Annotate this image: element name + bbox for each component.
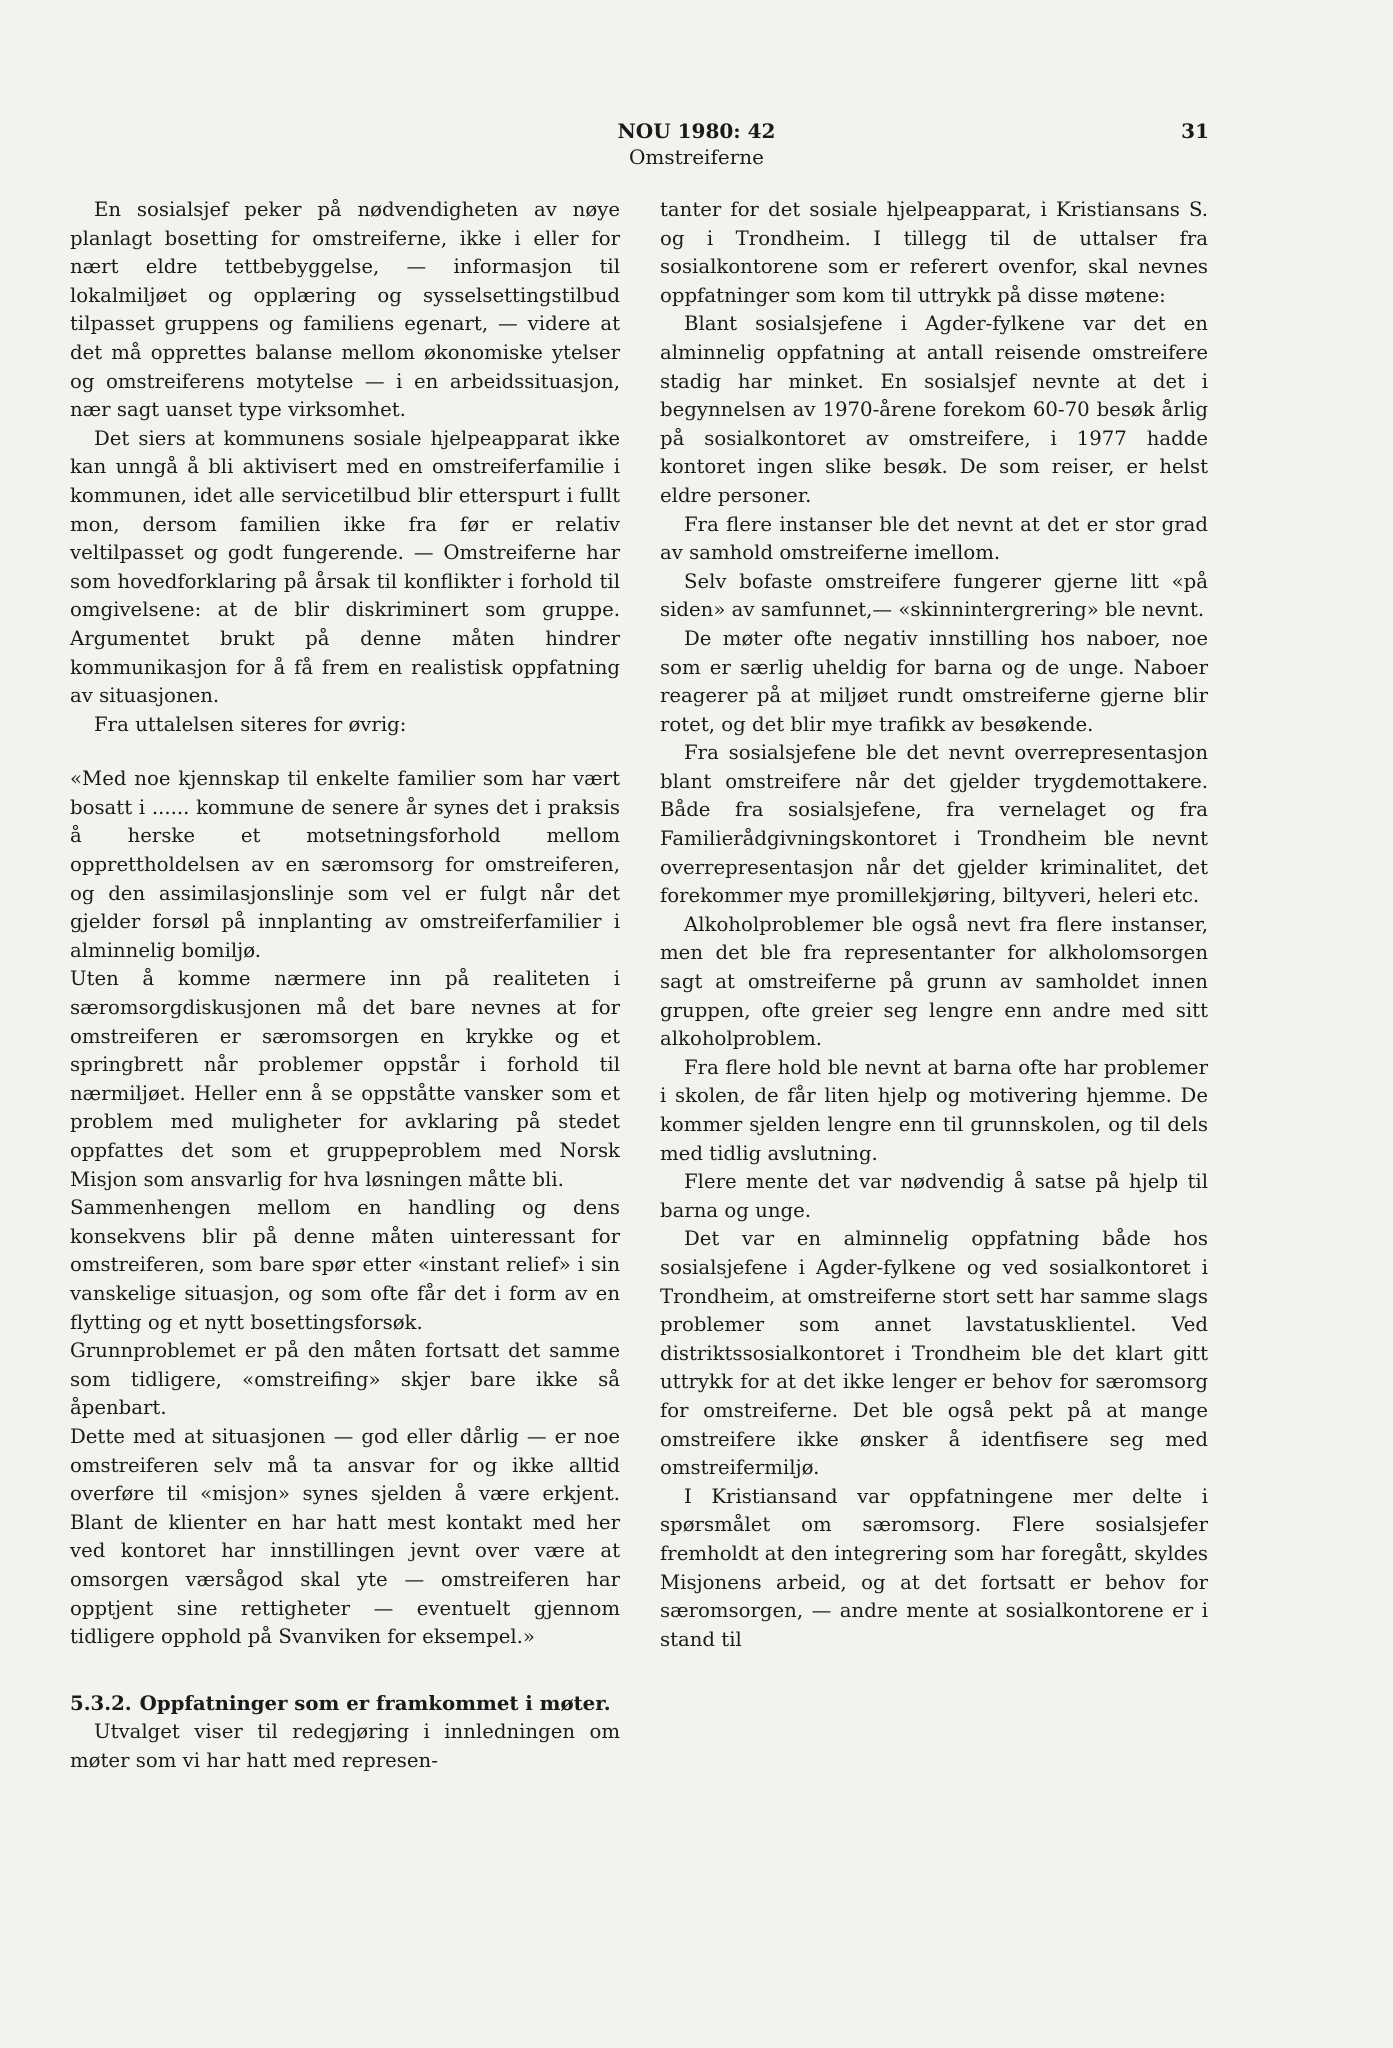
paragraph: De møter ofte negativ innstilling hos naboer, noe som er særlig uheldig for barna og de unge. Naboer reagerer på at miljøet rundt omstreiferne gjerne blir rotet, og det blir mye trafikk av besøkende.	[660, 626, 1208, 736]
paragraph: Fra uttalelsen siteres for øvrig:	[94, 712, 407, 736]
page-number: 31	[1181, 119, 1209, 143]
paragraph: Fra flere instanser ble det nevnt at det er stor grad av samhold omstreiferne imellom.	[660, 512, 1208, 565]
section-title: Oppfatninger som er framkommet i møter.	[139, 1691, 611, 1715]
paragraph: I Kristiansand var oppfatningene mer delte i spørsmålet om særomsorg. Flere sosialsjefer fremholdt at den integrering som har foregått, skyldes Misjonens arbeid, og at det fortsatt er behov for særomsorgen, — andre mente at sosialkontorene er i stand til	[660, 1484, 1208, 1651]
paragraph: Fra flere hold ble nevnt at barna ofte har problemer i skolen, de får liten hjelp og motivering hjemme. De kommer sjelden lengre enn til grunnskolen, og til dels med tidlig avslutning.	[660, 1055, 1208, 1165]
paragraph: Flere mente det var nødvendig å satse på hjelp til barna og unge.	[660, 1170, 1208, 1222]
paragraph: Blant sosialsjefene i Agder-fylkene var det en alminnelig oppfatning at antall reisende omstreifere stadig har minket. En sosialsjef nevnte at det i begynnelsen av 1970-årene forekom 60-70 besøk årlig på sosialkontoret av omstreifere, i 1977 hadde kontoret ingen slike besøk. De som reiser, er helst eldre personer.	[660, 312, 1208, 507]
paragraph: Alkoholproblemer ble også nevt fra flere instanser, men det ble fra representanter for alkholomsorgen sagt at omstreiferne på grunn av samholdet innen gruppen, ofte greier seg lengre enn andre med sitt alkoholproblem.	[660, 912, 1208, 1051]
paragraph: Fra sosialsjefene ble det nevnt overrepresentasjon blant omstreifere når det gjelder trygdemottakere. Både fra sosialsjefene, fra vernelaget og fra Familierådgivningskontoret i Trondheim ble nevnt overrepresentasjon når det gjelder kriminalitet, det forekommer mye promillekjøring, biltyveri, heleri etc.	[660, 741, 1208, 908]
paragraph: Selv bofaste omstreifere fungerer gjerne litt «på siden» av samfunnet,— «skinnintergrering» ble nevnt.	[660, 569, 1208, 622]
quote-paragraph: «Med noe kjennskap til enkelte familier som har vært bosatt i ...... kommune de senere år synes det i praksis å herske et motsetningsforhold mellom opprettholdelsen av en særomsorg for omstreiferen, og den assimilasjonslinje som vel er fulgt når det gjelder forsøl på innplanting av omstreiferfamilier i alminnelig bomiljø.	[70, 767, 620, 962]
left-column	[70, 196, 620, 1775]
quote-paragraph: Sammenhengen mellom en handling og dens konsekvens blir på denne måten uinteressant for omstreiferen, som bare spør etter «instant relief» i sin vanskelige situasjon, og som ofte får det i form av en flytting og et nytt bosettingsforsøk.	[70, 1196, 620, 1334]
report-subtitle: Omstreiferne	[629, 145, 764, 169]
quote-paragraph: Uten å komme nærmere inn på realiteten i særomsorgdiskusjonen må det bare nevnes at for omstreiferen er særomsorgen en krykke og et springbrett når problemer oppstår i forhold til nærmiljøet. Heller enn å se oppståtte vansker som et problem med muligheter for avklaring på stedet oppfattes det som et gruppeproblem med Norsk Misjon som ansvarlig for hva løsningen måtte bli.	[70, 967, 620, 1191]
quote-paragraph: Grunnproblemet er på den måten fortsatt det samme som tidligere, «omstreifing» skjer bare ikke så åpenbart.	[70, 1339, 620, 1420]
section-number: 5.3.2.	[70, 1691, 132, 1715]
block-quote	[70, 765, 620, 1651]
section-heading	[70, 1690, 620, 1719]
paragraph: Utvalget viser til redegjøring i innledningen om møter som vi har hatt med represen-	[70, 1720, 620, 1772]
paragraph: Det siers at kommunens sosiale hjelpeapparat ikke kan unngå å bli aktivisert med en omstreiferfamilie i kommunen, idet alle servicetilbud blir etterspurt i fullt mon, dersom familien ikke fra før er relativ veltilpasset og godt fungerende. — Omstreiferne har som hovedforklaring på årsak til konflikter i forhold til omgivelsene: at de blir diskriminert som gruppe. Argumentet brukt på denne måten hindrer kommunikasjon for å få frem en realistisk oppfatning av situasjonen.	[70, 426, 620, 708]
paragraph: Det var en alminnelig oppfatning både hos sosialsjefene i Agder-fylkene og ved sosialkontoret i Trondheim, at omstreiferne stort sett har samme slags problemer som annet lavstatusklientel. Ved distriktssosialkontoret i Trondheim ble det klart gitt uttrykk for at det ikke lenger er behov for særomsorg for omstreiferne. Det ble også pekt på at mange omstreifere ikke ønsker å identfisere seg med omstreifermiljø.	[660, 1227, 1208, 1480]
quote-paragraph: Dette med at situasjonen — god eller dårlig — er noe omstreiferen selv må ta ansvar for og ikke alltid overføre til «misjon» synes sjelden å være erkjent. Blant de klienter en har hatt mest kontakt med her ved kontoret har innstillingen jevnt over være at omsorgen værsågod skal yte — omstreiferen har opptjent sine rettigheter — eventuelt gjennom tidligere opphold på Svanviken for eksempel.»	[70, 1424, 620, 1649]
paragraph: En sosialsjef peker på nødvendigheten av nøye planlagt bosetting for omstreiferne, ikke i eller for nært eldre tettbebyggelse, — informasjon til lokalmiljøet og opplæring og sysselsettingstilbud tilpasset gruppens og familiens egenart, — videre at det må opprettes balanse mellom økonomiske ytelser og omstreiferens motytelse — i en arbeidssituasjon, nær sagt uanset type virksomhet.	[70, 198, 620, 422]
paragraph: tanter for det sosiale hjelpeapparat, i Kristiansans S. og i Trondheim. I tillegg til de uttalser fra sosialkontorene som er referert ovenfor, skal nevnes oppfatninger som kom til uttrykk på disse møtene:	[660, 198, 1208, 307]
right-column	[660, 196, 1208, 1654]
report-series: NOU 1980: 42	[617, 119, 776, 143]
